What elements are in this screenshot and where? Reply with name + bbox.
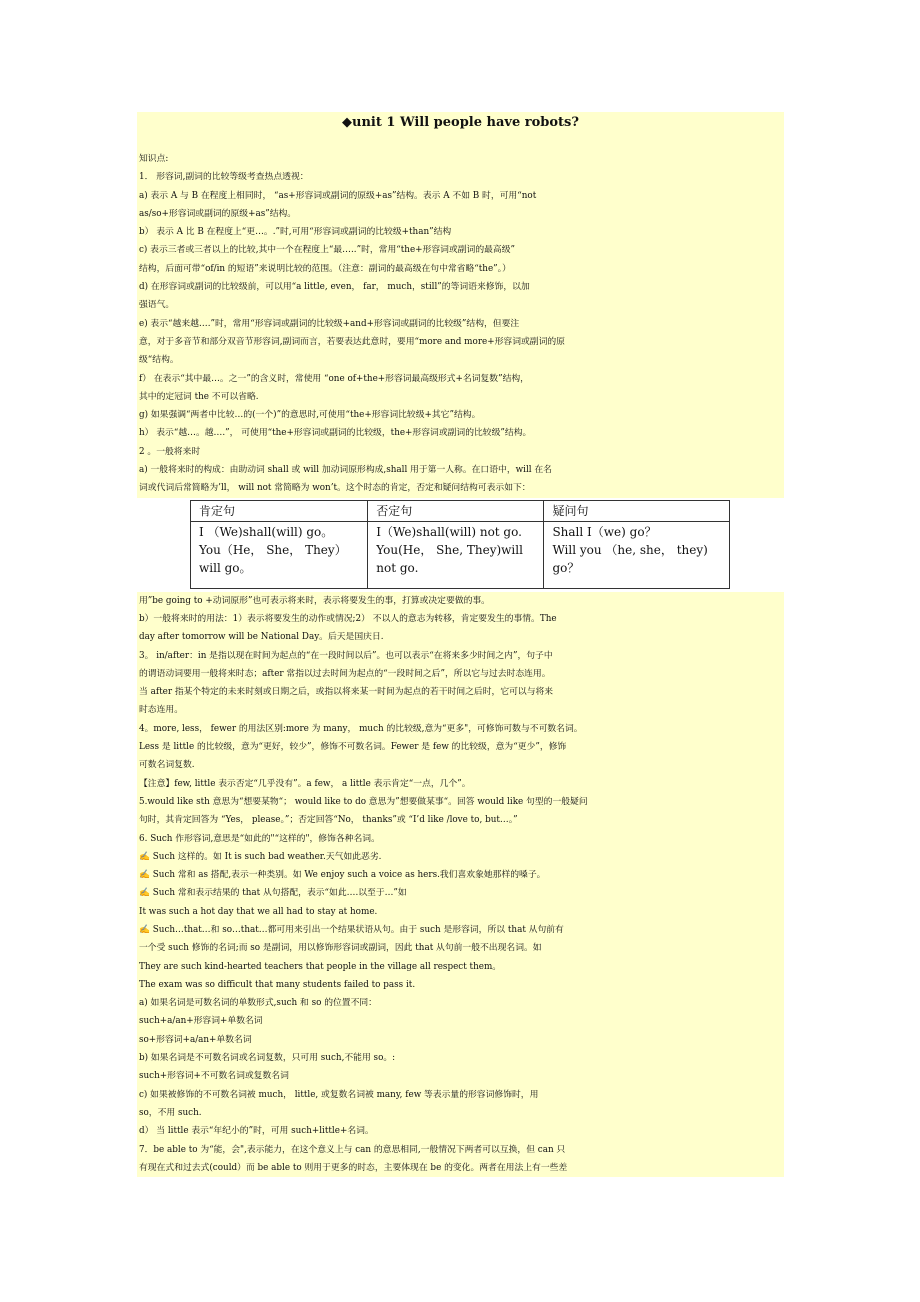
text-line: b）一般将来时的用法：1）表示将要发生的动作或情况;2） 不以人的意志为转移，肯定要发生的事情。The [139,613,557,624]
text-line: c) 如果被修饰的不可数名词被 much， little, 或复数名词被 many, few 等表示量的形容词修饰时，用 [139,1089,539,1100]
document-body [137,112,784,1177]
text-line: It was such a hot day that we all had to stay at home. [139,906,378,917]
cell-line: Shall I（we) go？ [552,524,657,539]
cell-line: Will you （he, she， they) [552,542,708,557]
document-bottom-section [137,592,784,1178]
text-line: ✍ Such…that…和 so…that…都可用来引出一个结果状语从句。由于 such 是形容词，所以 that 从句前有 [139,924,564,935]
table-cell-affirmative [191,521,368,588]
cell-line: I（We)shall(will) not go. [376,524,522,539]
cell-line: You(He， She, They)will [376,542,523,557]
text-line: They are such kind-hearted teachers that people in the village all respect them。 [139,961,502,972]
table-header: 否定句 [368,500,544,521]
text-line: 6. Such 作形容词,意思是“如此的"“这样的"，修饰各种名词。 [139,833,380,844]
text-lines-part2 [137,592,784,1178]
text-line: 时态连用。 [139,705,183,716]
text-line: The exam was so difficult that many students failed to pass it. [139,979,416,990]
document-top-section [137,112,784,498]
text-lines-part1 [137,168,784,497]
document-title: ◆unit 1 Will people have robots? [342,115,579,130]
text-line: Less 是 little 的比较级，意为“更好，较少”，修饰不可数名词。Fewer 是 few 的比较级，意为“更少”，修饰 [139,742,567,753]
text-line: 强语气。 [139,300,175,311]
text-line: day after tomorrow will be National Day。后天是国庆日. [139,632,384,643]
text-line: h） 表示“越…。越….”， 可使用“the+形容词或副词的比较级，the+形容词或副词的比较级”结构。 [139,428,532,439]
text-line: 7．be able to 为“能，会",表示能力，在这个意义上与 can 的意思相同,一般情况下两者可以互换，但 can 只 [139,1144,566,1155]
tense-table [190,500,730,589]
cell-line: You（He， She， They） [199,542,347,557]
text-line: 词或代词后常简略为’ll， will not 常简略为 won’t。这个时态的肯定，否定和疑问结构可表示如下： [139,483,531,494]
text-line: 结构，后面可带“of/in 的短语”来说明比较的范围。（注意：副词的最高级在句中常省略“the”。） [139,263,511,274]
text-line: ✍ Such 常和表示结果的 that 从句搭配，表示“如此….以至于…”如 [139,888,407,899]
text-line: such+a/an+形容词+单数名词 [139,1016,263,1027]
text-line: such+形容词+不可数名词或复数名词 [139,1071,289,1082]
text-line: a) 如果名词是可数名词的单数形式,such 和 so 的位置不同： [139,998,377,1009]
text-line: 用”be going to +动词原形”也可表示将来时，表示将要发生的事，打算或决定要做的事。 [139,595,490,606]
text-line: 【注意】few, little 表示否定“几乎没有”。a few， a little 表示肯定“一点，几个”。 [139,778,471,789]
text-line: 有现在式和过去式(could）而 be able to 则用于更多的时态，主要体现在 be 的变化。两者在用法上有一些差 [139,1162,568,1173]
text-line: ✍ Such 这样的。如 It is such bad weather.天气如此恶劣. [139,851,382,862]
text-line: 3。 in/after：in 是指以现在时间为起点的“在一段时间以后”。也可以表示“在将来多少时间之内”，句子中 [139,650,553,661]
text-line: 其中的定冠词 the 不可以省略. [139,391,259,402]
text-line: d) 在形容词或副词的比较级前，可以用“a little, even， far， much，still”的等词语来修饰，以加 [139,282,530,293]
text-line: a) 表示 A 与 B 在程度上相同时， “as+形容词或副词的原级+as”结构。表示 A 不如 B 时，可用“not [139,190,537,201]
text-line: so+形容词+a/an+单数名词 [139,1034,252,1045]
text-line: b) 如果名词是不可数名词或名词复数，只可用 such,不能用 so。: [139,1053,396,1064]
text-line: 4。more, less， fewer 的用法区别:more 为 many， much 的比较级,意为“更多"，可修饰可数与不可数名词。 [139,723,583,734]
table-cell-negative [368,521,544,588]
table-header: 肯定句 [191,500,368,521]
text-line: f） 在表示“其中最…。之一”的含义时，常使用 “one of+the+形容词最高级形式+名词复数”结构， [139,373,529,384]
table-row [191,521,730,588]
cell-line: go？ [552,560,580,575]
text-line: c) 表示三者或三者以上的比较,其中一个在程度上“最…..”时，常用“the+形容词或副词的最高级” [139,245,515,256]
tense-table-wrapper [137,498,784,592]
text-line: 5.would like sth 意思为“想要某物“； would like to do 意思为”想要做某事“。回答 would like 句型的一般疑问 [139,796,588,807]
text-line: g) 如果强调“两者中比较…的(一个)”的意思时,可使用“the+形容词比较级+其它”结构。 [139,410,481,421]
table-header-row [191,500,730,521]
spacer [137,132,784,150]
cell-line: not go. [376,560,419,575]
text-line: so，不用 such. [139,1107,202,1118]
text-line: 级“结构。 [139,355,179,366]
text-line: 当 after 指某个特定的未来时刻或日期之后，或指以将来某一时间为起点的若干时间之后时，它可以与将来 [139,687,554,698]
text-line: a) 一般将来时的构成：由助动词 shall 或 will 加动词原形构成,shall 用于第一人称。在口语中，will 在名 [139,465,552,476]
table-cell-interrogative [544,521,730,588]
text-line: 可数名词复数. [139,760,195,771]
text-line: 的谓语动词要用一般将来时态；after 常指以过去时间为起点的“一段时间之后”，所以它与过去时态连用。 [139,668,551,679]
text-line: 1． 形容词,副词的比较等级考查热点透视： [139,172,309,183]
text-line: 句时，其肯定回答为 “Yes， please。”；否定回答“No， thanks”或 “I’d like /love to, but…。” [139,815,518,826]
table-header: 疑问句 [544,500,730,521]
text-line: 意，对于多音节和部分双音节形容词,副词而言，若要表达此意时，要用“more and more+形容词或副词的原 [139,336,565,347]
text-line: as/so+形容词或副词的原级+as”结构。 [139,208,297,219]
cell-line: I （We)shall(will) go。 [199,524,334,539]
text-line: e) 表示“越来越….”时，常用“形容词或副词的比较级+and+形容词或副词的比较级”结构，但要注 [139,318,520,329]
cell-line: will go。 [199,560,252,575]
section-label: 知识点: [139,154,169,164]
text-line: b） 表示 A 比 B 在程度上“更…。.”时,可用“形容词或副词的比较级+than”结构 [139,227,452,238]
text-line: 一个受 such 修饰的名词;而 so 是副词，用以修饰形容词或副词，因此 that 从句前一般不出现名词。如 [139,943,542,954]
text-line: d） 当 little 表示“年纪小的”时，可用 such+little+名词。 [139,1126,374,1137]
text-line: 2 。一般将来时 [139,446,201,457]
text-line: ✍ Such 常和 as 搭配,表示一种类别。如 We enjoy such a voice as hers.我们喜欢象她那样的嗓子。 [139,870,546,881]
